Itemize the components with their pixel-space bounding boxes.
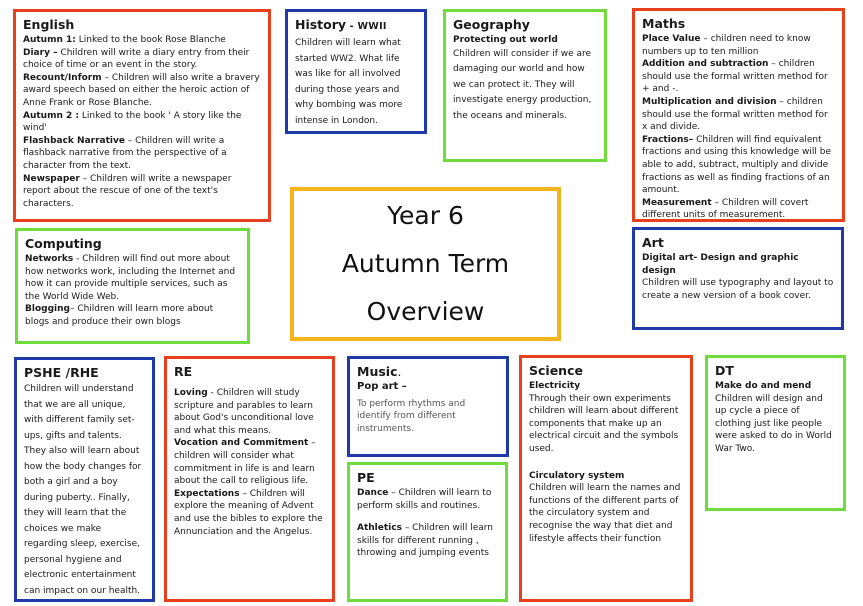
re-item: Vocation and Commitment – children will consider what commitment in life is and learn about the call to religious life. <box>174 438 316 487</box>
re-item: Loving - Children will study scripture and parables to learn about God's unconditional love and what this means. <box>174 388 314 436</box>
art-title: Art <box>642 235 664 250</box>
pshe-title: PSHE /RHE <box>24 365 99 380</box>
english-item: Recount/Inform – Children will also write a bravery award speech based on either the heroic action of Anne Frank or Rose Blanche. <box>23 72 260 108</box>
science-text: Through their own experiments children will learn about different components that make up an electrical circuit and the symbols used. <box>529 393 679 454</box>
history-text: Children will learn what started WW2. What life was like for all involved during those years and why bombing was more intense in London. <box>295 38 403 126</box>
art-text: Children will use typography and layout to create a new version of a book cover. <box>642 278 834 301</box>
english-title: English <box>23 17 75 32</box>
maths-item: Fractions– Children will find equivalent fractions and using this knowledge will be able to add, subtract, multiply and divide fractions as well as finding fractions of an amount. <box>642 134 831 196</box>
science-title: Science <box>529 363 583 378</box>
maths-item: Multiplication and division – children should use the formal written method for x and divide. <box>642 96 828 133</box>
year-heading: Year 6 <box>387 201 464 230</box>
computing-item: Blogging– Children will learn more about blogs and produce their own blogs <box>25 304 214 327</box>
english-item: Newspaper – Children will write a newspaper report about the rescue of one of the text's characters. <box>23 173 232 209</box>
pshe-text: Children will understand that we are all unique, with different family set-ups, gifts and talents. They also will learn about how the body changes for both a girl and a boy during puberty.. Finally, they will learn that the choices we make regarding sleep, exercise, personal hygiene and electronic entertainment can impact on our health. <box>24 384 142 596</box>
dt-panel <box>705 355 846 511</box>
pe-item: Athletics – Children will learn skills for different running , throwing and jumping events <box>357 523 494 559</box>
re-title: RE <box>174 364 193 379</box>
maths-item: Measurement – Children will covert different units of measurement. <box>642 197 809 221</box>
computing-title: Computing <box>25 236 102 251</box>
maths-panel <box>632 8 845 222</box>
geography-title: Geography <box>453 17 530 32</box>
science-text: Children will learn the names and functions of the different parts of the circulatory system and recognise the way that diet and lifestyle affects their function <box>529 483 681 544</box>
science-topic: Circulatory system <box>529 470 625 481</box>
pe-panel <box>347 462 508 602</box>
overview-heading: Overview <box>366 297 485 326</box>
pe-title: PE <box>357 470 375 485</box>
history-panel <box>285 9 427 134</box>
maths-item: Place Value – children need to know numbers up to ten million <box>642 34 811 57</box>
music-title: Music. <box>357 364 402 379</box>
dt-title: DT <box>715 363 734 378</box>
re-panel <box>164 356 335 602</box>
re-item: Expectations – Children will explore the meaning of Advent and use the bibles to explore the Annunciation and the Angelus. <box>174 488 323 537</box>
pe-item: Dance – Children will learn to perform skills and routines. <box>357 488 492 511</box>
art-panel <box>632 227 844 330</box>
geography-panel <box>443 9 607 162</box>
science-panel <box>519 355 693 602</box>
geography-text: Children will consider if we are damaging our world and how we can protect it. They will investigate energy production, the oceans and minerals. <box>453 48 592 121</box>
music-subtitle: Pop art – <box>357 381 407 392</box>
english-item: Diary – Children will write a diary entry from their choice of time or an event in the story. <box>23 47 250 71</box>
history-title: History - WWII <box>295 17 387 32</box>
english-item: Autumn 1: Linked to the book Rose Blanche <box>23 35 226 45</box>
maths-title: Maths <box>642 16 686 31</box>
geography-subtitle: Protecting out world <box>453 35 558 45</box>
computing-item: Networks - Children will find out more about how networks work, including the Internet and how it can provide multiple services, such as the World Wide Web. <box>25 254 236 302</box>
dt-subtitle: Make do and mend <box>715 381 812 391</box>
science-topic: Electricity <box>529 381 581 391</box>
english-item: Flashback Narrative – Children will write a flashback narrative from the perspective of a character from the text. <box>23 135 227 171</box>
term-heading: Autumn Term <box>341 249 510 278</box>
art-subtitle: Digital art- Design and graphic design <box>642 253 799 276</box>
english-item: Autumn 2 : Linked to the book ' A story like the wind' <box>23 110 242 134</box>
english-panel <box>13 9 271 222</box>
music-panel <box>347 356 509 457</box>
pshe-panel <box>14 357 155 602</box>
maths-item: Addition and subtraction – children should use the formal written method for + and -. <box>642 59 828 95</box>
computing-panel <box>15 228 250 344</box>
dt-text: Children will design and up cycle a piece of clothing just like people were asked to do in World War Two. <box>715 393 832 454</box>
overview-title-panel <box>290 187 561 341</box>
music-text: To perform rhythms and identify from different instruments. <box>357 398 466 434</box>
